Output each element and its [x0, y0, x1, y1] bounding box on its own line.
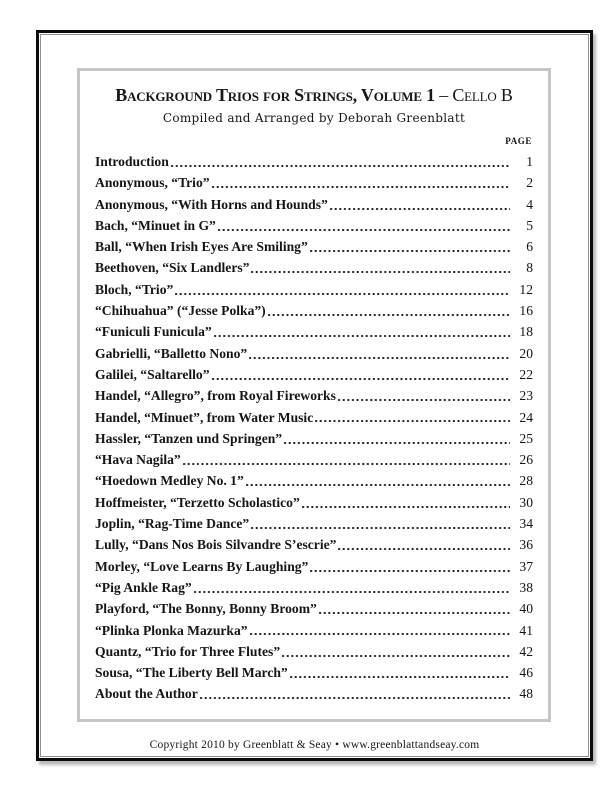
- toc-entry-title: “Hoedown Medley No. 1”: [95, 473, 244, 489]
- toc-entry-page-number: 25: [519, 430, 533, 446]
- toc-entry-page-number: 38: [519, 579, 533, 595]
- toc-entry-page-number: 48: [519, 686, 533, 702]
- toc-entry-page-number: 37: [519, 558, 533, 574]
- toc-entry-title: Morley, “Love Learns By Laughing”: [95, 558, 309, 574]
- toc-entry-title: Beethoven, “Six Landlers”: [95, 260, 250, 276]
- toc-entry: [95, 662, 533, 683]
- toc-list: [95, 151, 533, 705]
- dot-leader: [194, 577, 510, 598]
- toc-entry-title: Anonymous, “With Horns and Hounds”: [95, 196, 328, 212]
- page-title: [95, 85, 533, 106]
- toc-entry-title: Lully, “Dans Nos Bois Silvandre S’escrie”: [95, 537, 337, 553]
- toc-entry-page-number: 36: [519, 537, 533, 553]
- toc-entry: [95, 492, 533, 513]
- toc-entry-page-number: 30: [519, 494, 533, 510]
- dot-leader: [338, 385, 510, 406]
- toc-entry-title: Introduction: [95, 154, 169, 169]
- toc-entry-title: “Funiculi Funicula”: [95, 324, 212, 340]
- toc-entry-title: Quantz, “Trio for Three Flutes”: [95, 643, 281, 659]
- toc-entry-page-number: 5: [526, 217, 533, 233]
- toc-entry-title: “Chihuahua” (“Jesse Polka”): [95, 303, 266, 319]
- toc-entry: [95, 364, 533, 385]
- toc-entry-title: Sousa, “The Liberty Bell March”: [95, 665, 288, 681]
- dot-leader: [218, 215, 510, 236]
- dot-leader: [250, 620, 510, 641]
- page-column-header: PAGE: [505, 136, 532, 146]
- toc-entry: [95, 172, 533, 193]
- toc-entry-page-number: 16: [519, 303, 533, 319]
- toc-entry-title: Anonymous, “Trio”: [95, 175, 210, 191]
- dot-leader: [302, 492, 510, 513]
- title-separator: –: [439, 85, 449, 105]
- toc-entry-page-number: 22: [519, 366, 533, 382]
- toc-entry: [95, 236, 533, 257]
- toc-entry-title: “Plinka Plonka Mazurka”: [95, 622, 248, 638]
- toc-entry-page-number: 8: [526, 260, 533, 276]
- toc-entry-title: About the Author: [95, 686, 198, 702]
- toc-entry-title: “Pig Ankle Rag”: [95, 579, 192, 595]
- dot-leader: [214, 321, 510, 342]
- toc-entry-page-number: 40: [519, 601, 533, 617]
- copyright-footer: Copyright 2010 by Greenblatt & Seay • www.greenblattandseay.com: [149, 739, 480, 751]
- toc-entry-page-number: 26: [519, 452, 533, 468]
- toc-entry-title: Handel, “Minuet”, from Water Music: [95, 409, 314, 425]
- dot-leader: [249, 343, 510, 364]
- toc-entry-title: Playford, “The Bonny, Bonny Broom”: [95, 601, 317, 617]
- toc-entry-page-number: 12: [519, 281, 533, 297]
- toc-entry-title: Galilei, “Saltarello”: [95, 366, 210, 382]
- dot-leader: [310, 236, 510, 257]
- toc-entry-title: Bach, “Minuet in G”: [95, 217, 216, 233]
- toc-entry: [95, 620, 533, 641]
- dot-leader: [212, 172, 510, 193]
- dot-leader: [284, 428, 510, 449]
- toc-entry: [95, 577, 533, 598]
- toc-entry-title: Bloch, “Trio”: [95, 281, 174, 297]
- toc-entry-title: Ball, “When Irish Eyes Are Smiling”: [95, 239, 308, 255]
- dot-leader: [200, 683, 510, 704]
- toc-entry-page-number: 23: [519, 388, 533, 404]
- toc-entry-title: Joplin, “Rag-Time Dance”: [95, 516, 250, 532]
- toc-entry-page-number: 4: [526, 196, 533, 212]
- dot-leader: [330, 194, 510, 215]
- toc-entry: [95, 513, 533, 534]
- toc-entry: [95, 257, 533, 278]
- toc-entry: [95, 407, 533, 428]
- dot-leader: [251, 257, 510, 278]
- toc-entry: [95, 449, 533, 470]
- toc-entry: [95, 300, 533, 321]
- toc-entry: [95, 534, 533, 555]
- dot-leader: [183, 449, 510, 470]
- toc-entry-title: Handel, “Allegro”, from Royal Fireworks: [95, 388, 336, 404]
- toc-entry: [95, 641, 533, 662]
- toc-entry-title: Hassler, “Tanzen und Springen”: [95, 430, 283, 446]
- toc-entry: [95, 151, 533, 172]
- dot-leader: [268, 300, 510, 321]
- toc-entry: [95, 385, 533, 406]
- toc-entry-page-number: 6: [526, 239, 533, 255]
- toc-entry: [95, 428, 533, 449]
- dot-leader: [175, 279, 510, 300]
- decorative-frame: [36, 30, 593, 761]
- dot-leader: [315, 407, 510, 428]
- toc-entry: [95, 343, 533, 364]
- toc-entry-title: “Hava Nagila”: [95, 452, 181, 468]
- dot-leader: [246, 470, 510, 491]
- toc-entry-page-number: 2: [526, 175, 533, 191]
- toc-entry-page-number: 41: [519, 622, 533, 638]
- dot-leader: [251, 513, 510, 534]
- toc-entry-title: Gabrielli, “Balletto Nono”: [95, 345, 248, 361]
- dot-leader: [310, 556, 510, 577]
- toc-entry-page-number: 46: [519, 665, 533, 681]
- toc-entry: [95, 556, 533, 577]
- toc-entry: [95, 279, 533, 300]
- toc-entry: [95, 215, 533, 236]
- toc-entry-title: Hoffmeister, “Terzetto Scholastico”: [95, 494, 300, 510]
- dot-leader: [212, 364, 510, 385]
- toc-entry: [95, 321, 533, 342]
- toc-entry-page-number: 18: [519, 324, 533, 340]
- dot-leader: [319, 598, 510, 619]
- toc-entry-page-number: 28: [519, 473, 533, 489]
- dot-leader: [171, 151, 510, 172]
- subtitle: Compiled and Arranged by Deborah Greenblatt: [162, 111, 466, 125]
- toc-entry: [95, 194, 533, 215]
- dot-leader: [282, 641, 510, 662]
- toc-entry-page-number: 34: [519, 516, 533, 532]
- toc-entry-page-number: 1: [526, 154, 533, 169]
- title-main: Background Trios for Strings, Volume 1: [115, 85, 435, 105]
- toc-panel: [77, 68, 551, 722]
- dot-leader: [290, 662, 510, 683]
- title-suffix: Cello B: [452, 85, 513, 105]
- toc-entry-page-number: 20: [519, 345, 533, 361]
- toc-entry: [95, 470, 533, 491]
- toc-entry-page-number: 42: [519, 643, 533, 659]
- dot-leader: [338, 534, 510, 555]
- toc-entry-page-number: 24: [519, 409, 533, 425]
- toc-entry: [95, 683, 533, 704]
- toc-entry: [95, 598, 533, 619]
